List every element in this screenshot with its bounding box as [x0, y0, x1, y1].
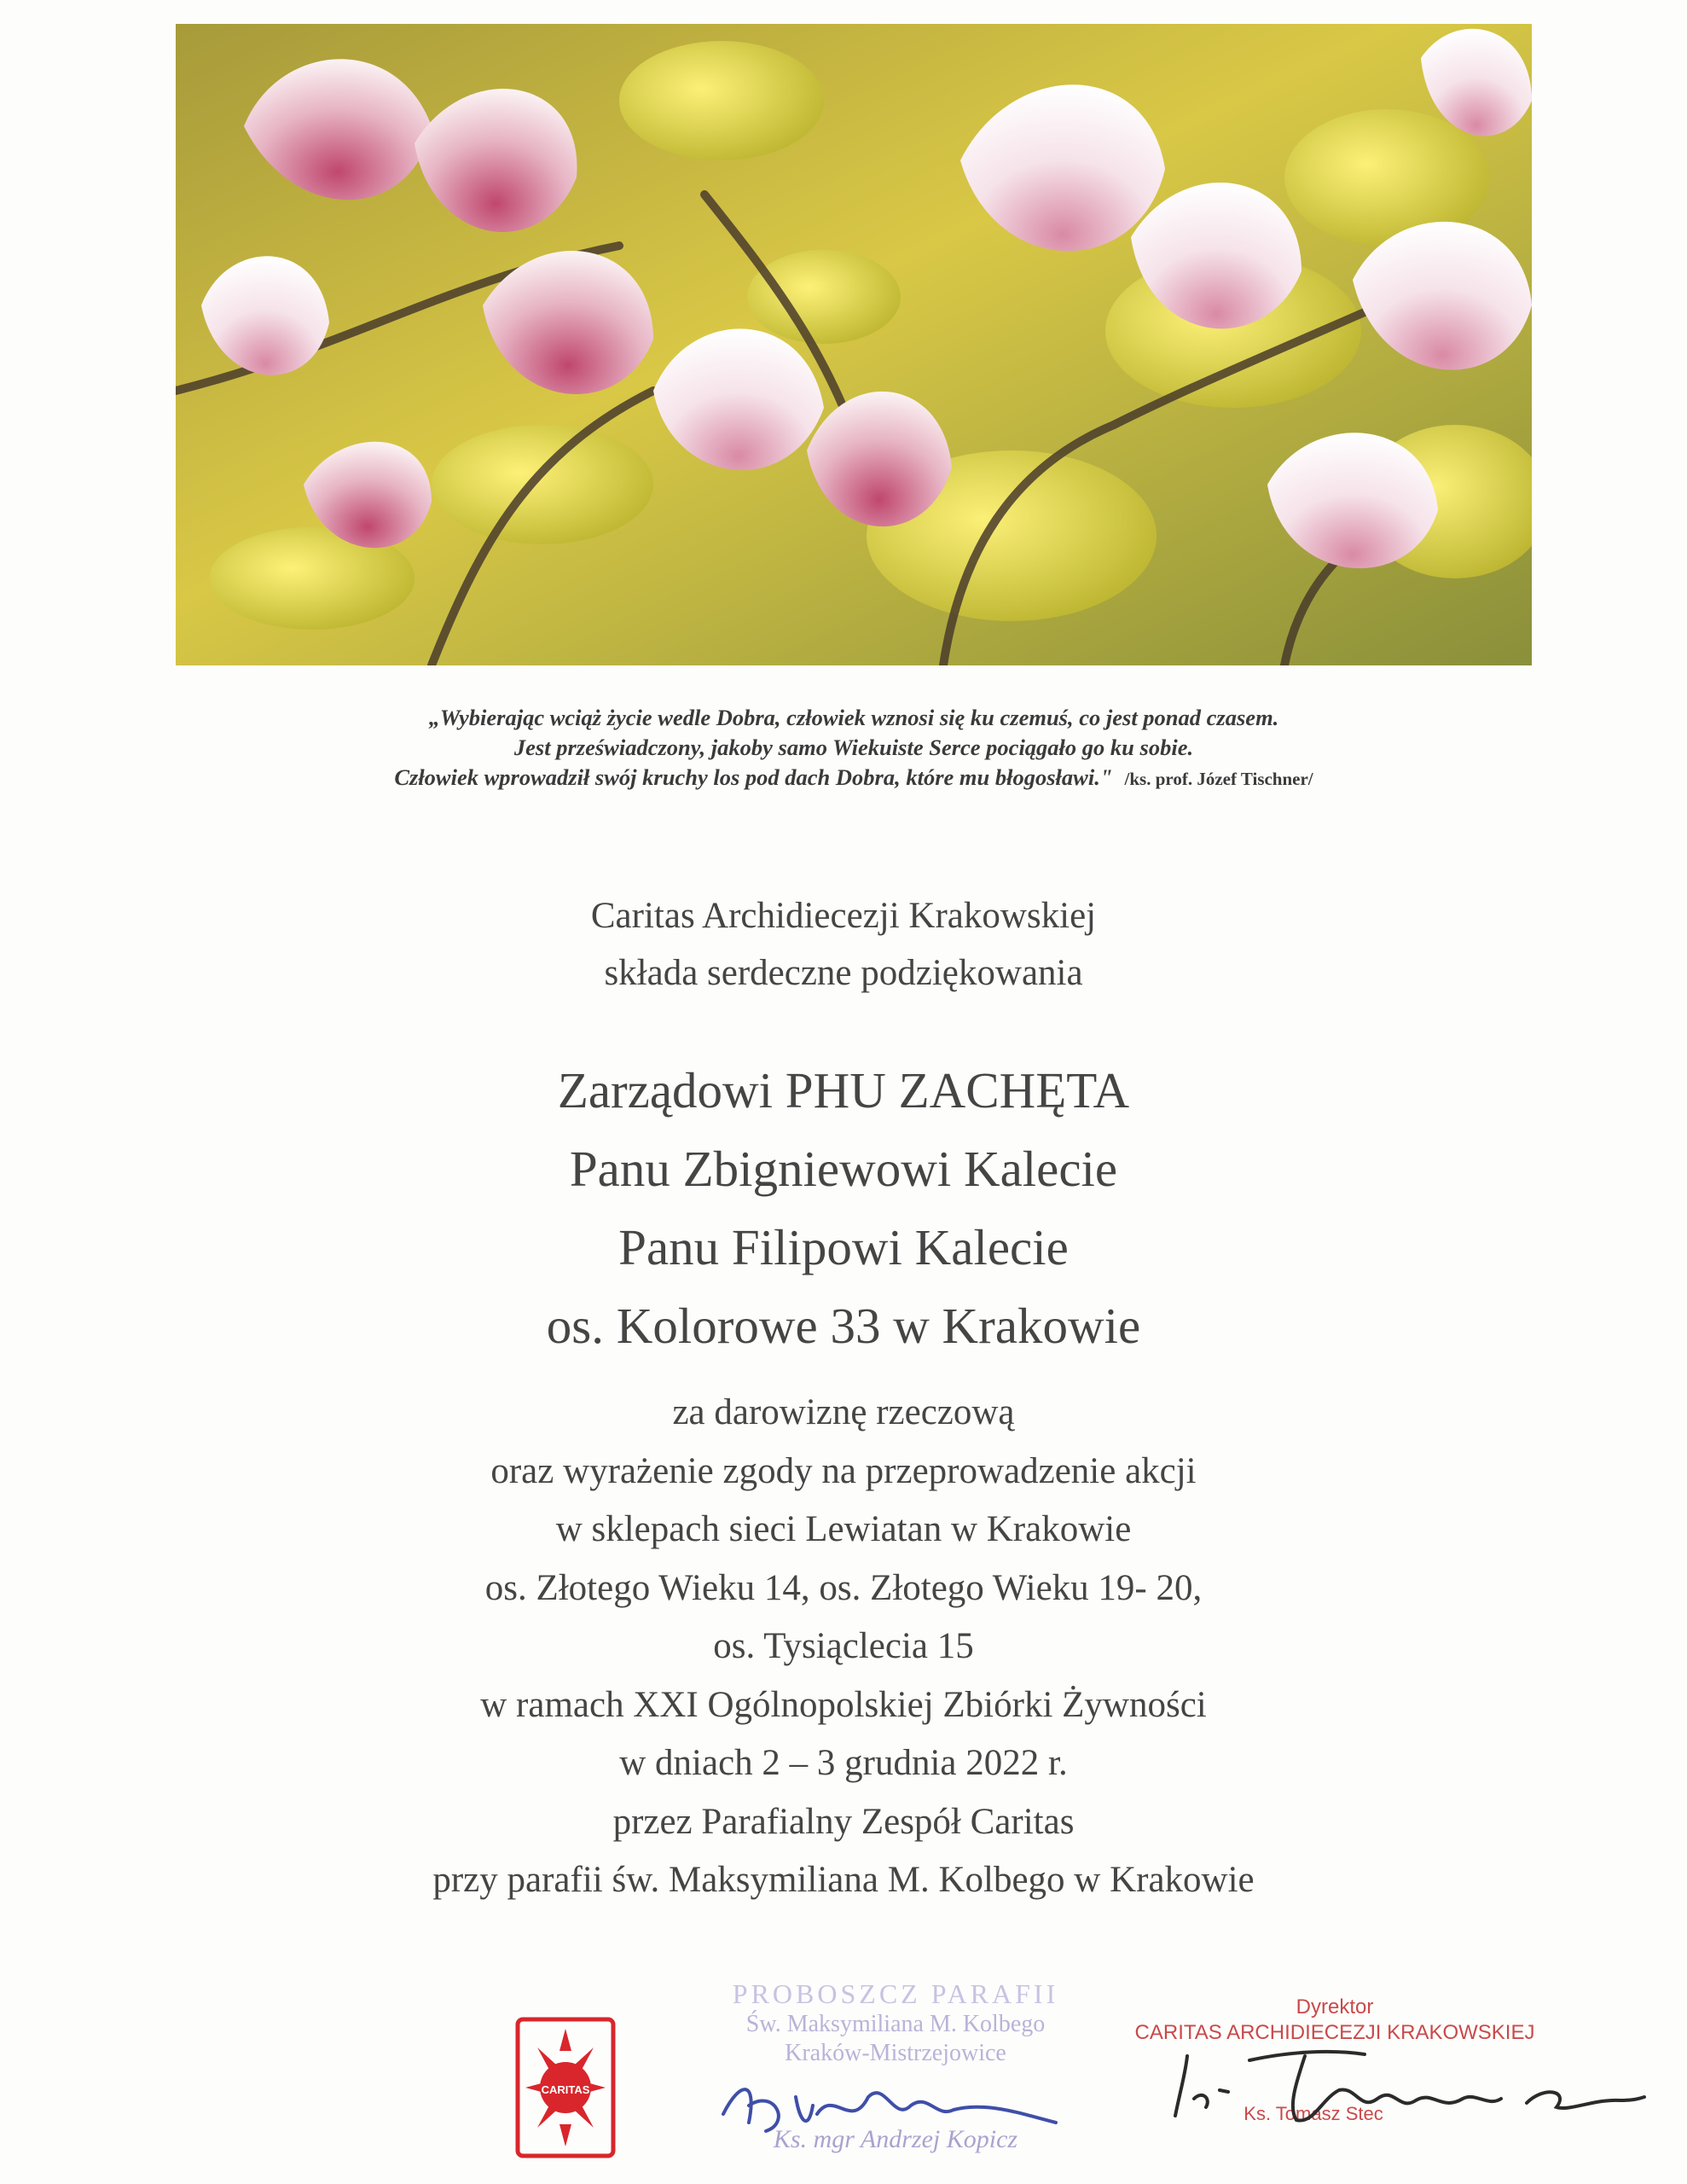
quote-line-1: „Wybierając wciąż życie wedle Dobra, człowiek wznosi się ku czemuś, co jest ponad czasem. [428, 705, 1279, 730]
recipients-block [0, 1051, 1687, 1365]
body-line-8: przez Parafialny Zespół Caritas [612, 1801, 1075, 1842]
body-line-6: w ramach XXI Ogólnopolskiej Zbiórki Żywności [480, 1684, 1207, 1725]
caritas-logo [515, 2017, 616, 2158]
body-line-3: w sklepach sieci Lewiatan w Krakowie [555, 1509, 1132, 1549]
quote-line-3-text: Człowiek wprowadził swój kruchy los pod dach Dobra, które mu błogosławi." [394, 764, 1113, 790]
intro-line-1: Caritas Archidiecezji Krakowskiej [590, 896, 1097, 936]
svg-text:CARITAS: CARITAS [541, 2083, 590, 2096]
parish-priest-signature [715, 2071, 1073, 2140]
intro-line-2: składa serdeczne podziękowania [604, 953, 1083, 993]
parish-stamp-title: PROBOSZCZ PARAFII [732, 1978, 1059, 2009]
recipient-person-2: Panu Filipowi Kalecie [618, 1219, 1069, 1275]
tischner-quote [176, 703, 1532, 794]
recipient-person-1: Panu Zbigniewowi Kalecie [569, 1141, 1118, 1197]
body-line-4: os. Złotego Wieku 14, os. Złotego Wieku 19- 20, [484, 1567, 1203, 1608]
parish-stamp-location: Kraków-Mistrzejowice [785, 2040, 1006, 2066]
magnolia-photo [176, 24, 1532, 665]
body-line-7: w dniach 2 – 3 grudnia 2022 r. [619, 1743, 1068, 1783]
director-name: Ks. Tomasz Stec [1244, 2103, 1383, 2124]
quote-citation: /ks. prof. Józef Tischner/ [1124, 769, 1313, 789]
director-organization: CARITAS ARCHIDIECEZJI KRAKOWSKIEJ [1134, 2021, 1535, 2044]
parish-priest-name: Ks. mgr Andrzej Kopicz [773, 2125, 1018, 2153]
intro-heading [0, 887, 1687, 1002]
parish-stamp-name: Św. Maksymiliana M. Kolbego [745, 2011, 1046, 2037]
recipient-company: Zarządowi PHU ZACHĘTA [557, 1062, 1130, 1118]
director-title: Dyrektor [1296, 1995, 1374, 2018]
thanks-body [0, 1384, 1687, 1910]
quote-line-2: Jest przeświadczony, jakoby samo Wiekuiste Serce pociągało go ku sobie. [513, 735, 1194, 760]
body-line-1: za darowiznę rzeczową [672, 1392, 1015, 1432]
quote-line-3 [176, 763, 1532, 794]
director-signature [1168, 2039, 1646, 2133]
body-line-2: oraz wyrażenie zgody na przeprowadzenie akcji [490, 1450, 1197, 1491]
body-line-9: przy parafii św. Maksymiliana M. Kolbego w Krakowie [432, 1860, 1255, 1900]
recipient-address: os. Kolorowe 33 w Krakowie [546, 1298, 1141, 1354]
body-line-5: os. Tysiąclecia 15 [713, 1626, 974, 1666]
